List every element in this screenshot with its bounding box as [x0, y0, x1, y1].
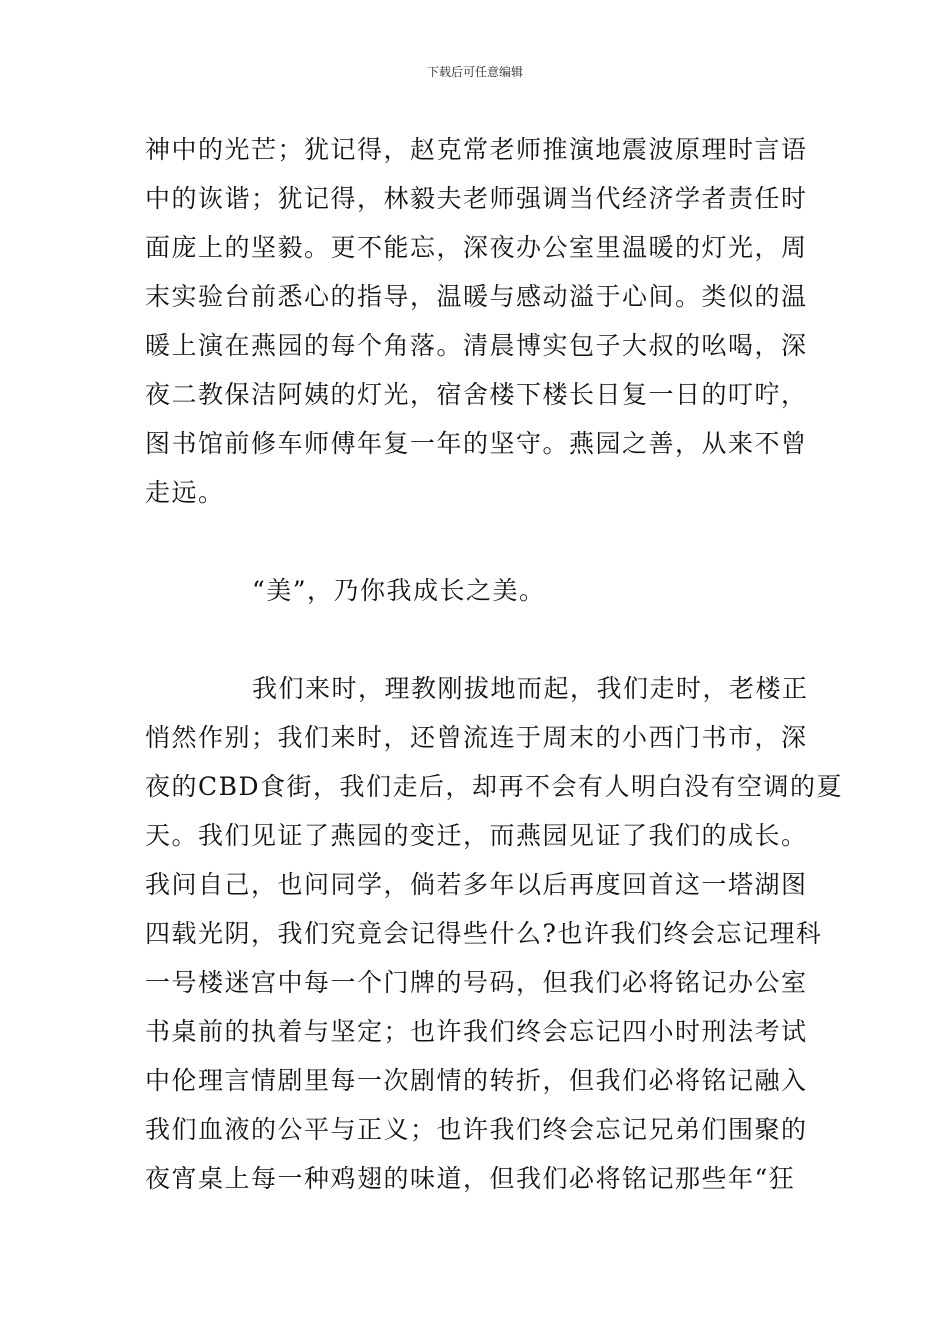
paragraph-line: 悄然作别；我们来时，还曾流连于周末的小西门书市，深 [145, 723, 808, 752]
paragraph-line: 我们血液的公平与正义；也许我们终会忘记兄弟们围聚的 [145, 1115, 808, 1144]
paragraph-line: 四载光阴，我们究竟会记得些什么?也许我们终会忘记理科 [145, 919, 823, 948]
paragraph-line: 走远。 [145, 478, 225, 507]
paragraph-line: 天。我们见证了燕园的变迁，而燕园见证了我们的成长。 [145, 821, 808, 850]
paragraph-line: 暖上演在燕园的每个角落。清晨博实包子大叔的吆喝，深 [145, 331, 808, 360]
section-heading: “美”，乃你我成长之美。 [252, 576, 546, 605]
paragraph-line: 面庞上的坚毅。更不能忘，深夜办公室里温暖的灯光，周 [145, 233, 808, 262]
paragraph-line: 末实验台前悉心的指导，温暖与感动溢于心间。类似的温 [145, 282, 808, 311]
paragraph-line: 图书馆前修车师傅年复一年的坚守。燕园之善，从来不曾 [145, 429, 808, 458]
paragraph-line: 夜宵桌上每一种鸡翅的味道，但我们必将铭记那些年“狂 [145, 1164, 796, 1193]
paragraph-line: 我们来时，理教刚拔地而起，我们走时，老楼正 [252, 674, 809, 703]
page-header: 下载后可任意编辑 [426, 65, 523, 79]
paragraph-line: 神中的光芒；犹记得，赵克常老师推演地震波原理时言语 [145, 135, 808, 164]
paragraph-line: 夜二教保洁阿姨的灯光，宿舍楼下楼长日复一日的叮咛， [145, 380, 808, 409]
paragraph-line: 我问自己，也问同学，倘若多年以后再度回首这一塔湖图 [145, 870, 808, 899]
paragraph-line: 中的诙谐；犹记得，林毅夫老师强调当代经济学者责任时 [145, 184, 808, 213]
paragraph-line: 一号楼迷宫中每一个门牌的号码，但我们必将铭记办公室 [145, 968, 808, 997]
paragraph-line: 中伦理言情剧里每一次剧情的转折，但我们必将铭记融入 [145, 1066, 808, 1095]
paragraph-line: 夜的CBD食街，我们走后，却再不会有人明白没有空调的夏 [145, 772, 844, 801]
paragraph-line: 书桌前的执着与坚定；也许我们终会忘记四小时刑法考试 [145, 1017, 808, 1046]
